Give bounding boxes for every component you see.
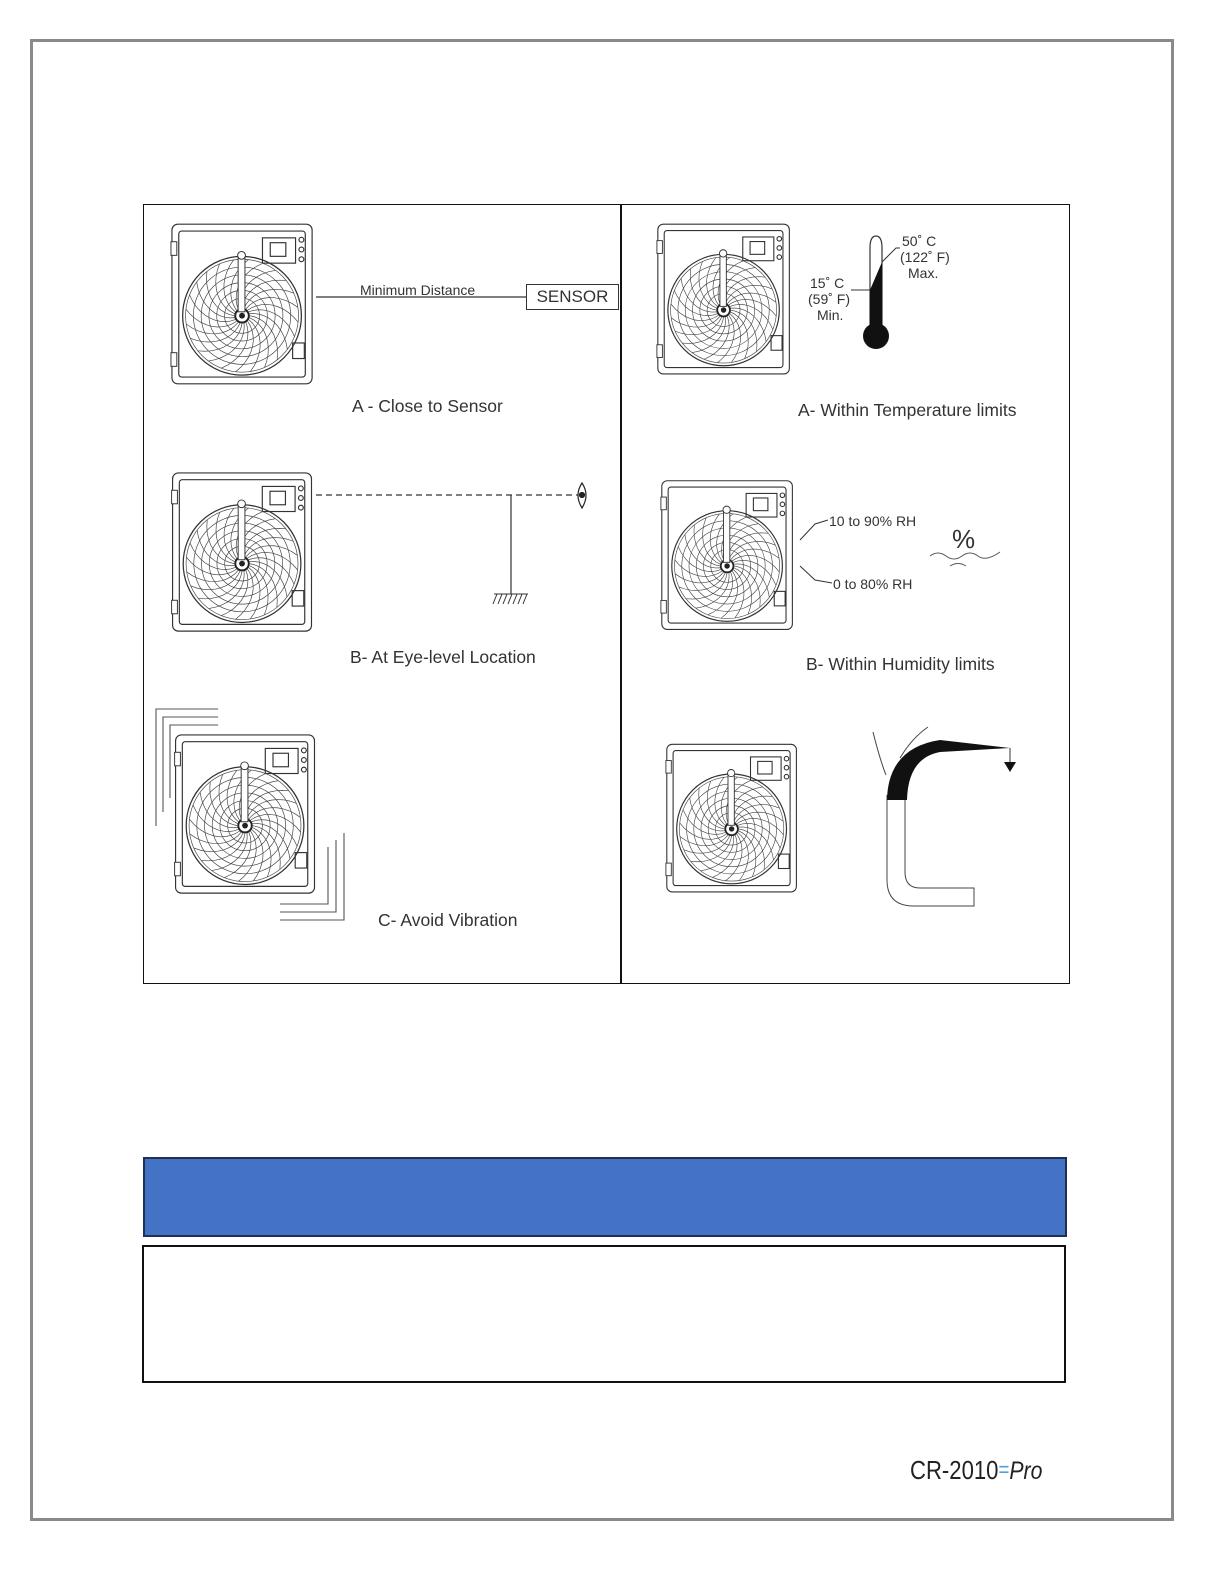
logo-main: CR-2010: [910, 1455, 999, 1485]
sensor-box: SENSOR: [526, 284, 619, 310]
caption-eye-level: B- At Eye-level Location: [350, 647, 536, 667]
note-box: [142, 1245, 1066, 1383]
eye-icon: [578, 483, 586, 508]
ground-symbol: [493, 594, 528, 604]
logo-dash: =: [998, 1457, 1010, 1482]
caption-temperature-limits: A- Within Temperature limits: [798, 400, 1017, 420]
lower-rh-label: 0 to 80% RH: [833, 576, 913, 592]
humidity-wave-icon: [930, 552, 1000, 566]
thermometer-icon: [851, 236, 900, 349]
temp-max-line-3: Max.: [908, 265, 939, 281]
vibration-lines-bottom-right: [280, 833, 344, 920]
minimum-distance-label: Minimum Distance: [360, 282, 476, 298]
vibration-lines-top-left: [156, 709, 218, 826]
temp-max-line-2: (122˚ F): [900, 249, 950, 265]
temp-min-line-1: 15˚ C: [810, 275, 845, 291]
temp-min-line-3: Min.: [817, 307, 844, 323]
humidity-pointers: [800, 520, 832, 583]
section-banner: [143, 1157, 1067, 1237]
caption-avoid-vibration: C- Avoid Vibration: [378, 910, 518, 930]
percent-symbol: %: [952, 524, 976, 554]
product-logo: [910, 1455, 1042, 1486]
cable-drip-loop-icon: [873, 727, 1016, 906]
logo-suffix: Pro: [1009, 1457, 1043, 1485]
caption-close-to-sensor: A - Close to Sensor: [352, 396, 503, 416]
temp-max-line-1: 50˚ C: [902, 233, 937, 249]
temp-min-line-2: (59˚ F): [808, 291, 850, 307]
upper-rh-label: 10 to 90% RH: [829, 513, 917, 529]
caption-humidity-limits: B- Within Humidity limits: [806, 654, 995, 674]
